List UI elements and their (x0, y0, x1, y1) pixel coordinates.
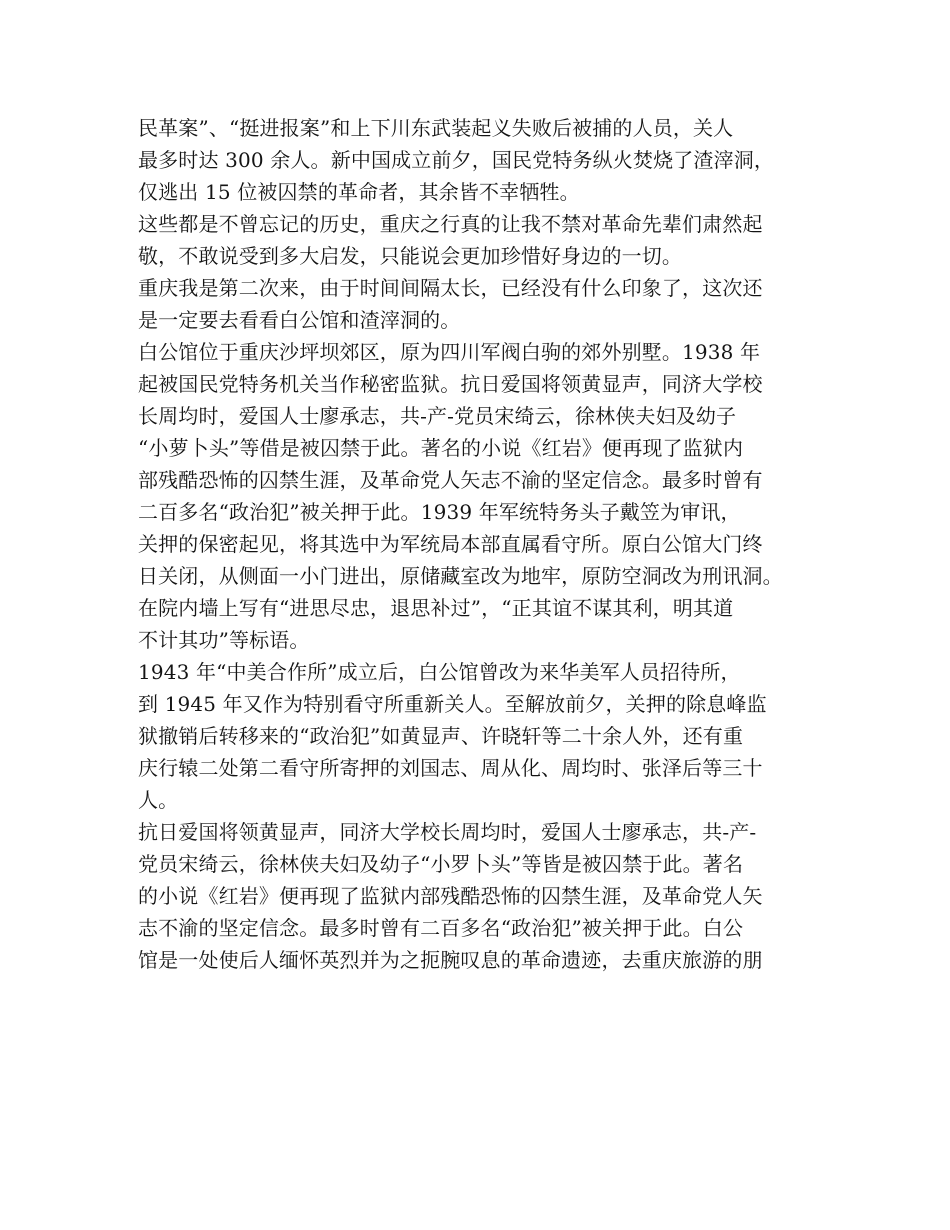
text-line: 日关闭，从侧面一小门进出，原储藏室改为地牢，原防空洞改为刑讯洞。 (138, 564, 783, 588)
text-line: 志不渝的坚定信念。最多时曾有二百多名“政治犯”被关押于此。白公 (138, 916, 744, 940)
text-line: 重庆我是第二次来，由于时间间隔太长，已经没有什么印象了，这次还 (138, 276, 763, 300)
text-line: 人。 (138, 788, 179, 812)
text-line: 这些都是不曾忘记的历史，重庆之行真的让我不禁对革命先辈们肃然起 (138, 212, 763, 236)
text-line: 二百多名“政治犯”被关押于此。1939 年军统特务头子戴笠为审讯， (138, 500, 741, 524)
text-line: 仅逃出 15 位被囚禁的革命者，其余皆不幸牺牲。 (138, 180, 580, 204)
text-line: “小萝卜头”等借是被囚禁于此。著名的小说《红岩》便再现了监狱内 (138, 436, 744, 460)
text-line: 是一定要去看看白公馆和渣滓洞的。 (138, 308, 461, 332)
text-line: 长周均时，爱国人士廖承志，共-产-党员宋绮云，徐林侠夫妇及幼子 (138, 404, 737, 428)
text-line: 狱撤销后转移来的“政治犯”如黄显声、许晓轩等二十余人外，还有重 (138, 724, 744, 748)
text-line: 关押的保密起见，将其选中为军统局本部直属看守所。原白公馆大门终 (138, 532, 763, 556)
text-line: 馆是一处使后人缅怀英烈并为之扼腕叹息的革命遗迹，去重庆旅游的朋 (138, 948, 763, 972)
text-line: 庆行辕二处第二看守所寄押的刘国志、周从化、周均时、张泽后等三十 (138, 756, 763, 780)
text-line: 的小说《红岩》便再现了监狱内部残酷恐怖的囚禁生涯，及革命党人矢 (138, 884, 763, 908)
text-line: 白公馆位于重庆沙坪坝郊区，原为四川军阀白驹的郊外别墅。1938 年 (138, 340, 761, 364)
text-line: 1943 年“中美合作所”成立后，白公馆曾改为来华美军人员招待所， (138, 660, 741, 684)
text-line: 到 1945 年又作为特别看守所重新关人。至解放前夕，关押的除息峰监 (138, 692, 767, 716)
text-line: 不计其功”等标语。 (138, 628, 310, 652)
text-line: 在院内墙上写有“进思尽忠，退思补过”，“正其谊不谋其利，明其道 (138, 596, 734, 620)
text-line: 党员宋绮云，徐林侠夫妇及幼子“小罗卜头”等皆是被囚禁于此。著名 (138, 852, 744, 876)
text-line: 最多时达 300 余人。新中国成立前夕，国民党特务纵火焚烧了渣滓洞， (138, 148, 774, 172)
text-line: 敬，不敢说受到多大启发，只能说会更加珍惜好身边的一切。 (138, 244, 683, 268)
text-line: 部残酷恐怖的囚禁生涯，及革命党人矢志不渝的坚定信念。最多时曾有 (138, 468, 763, 492)
text-line: 民革案”、“挺进报案”和上下川东武装起义失败后被捕的人员，关人 (138, 116, 734, 140)
text-line: 起被国民党特务机关当作秘密监狱。抗日爱国将领黄显声，同济大学校 (138, 372, 763, 396)
body-text (138, 112, 818, 976)
text-line: 抗日爱国将领黄显声，同济大学校长周均时，爱国人士廖承志，共-产- (138, 820, 757, 844)
